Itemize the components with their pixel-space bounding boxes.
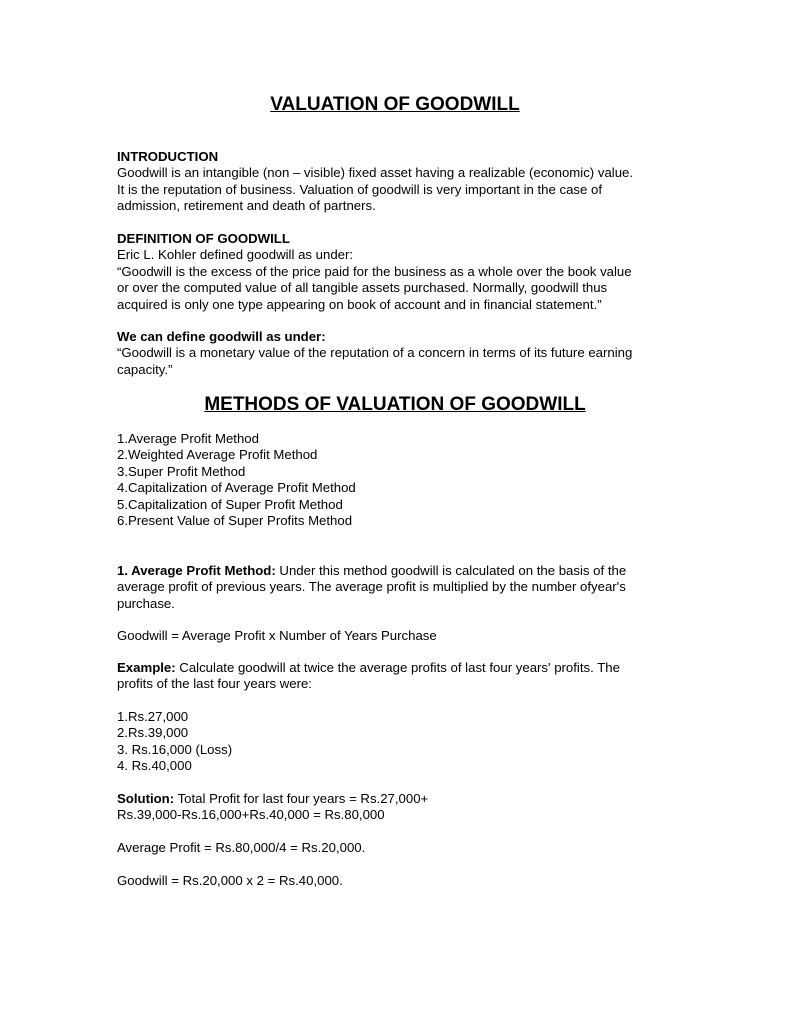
goodwill-result (117, 873, 687, 889)
define-as-under-line: “Goodwill is a monetary value of the reputation of a concern in terms of its future earning (117, 345, 633, 361)
introduction-line: Goodwill is an intangible (non – visible) fixed asset having a realizable (economic) value. (117, 165, 634, 181)
profit-item: 2.Rs.39,000 (117, 725, 189, 741)
solution-text: Total Profit for last four years = Rs.27,000+ (174, 791, 429, 806)
page-title: VALUATION OF GOODWILL (270, 94, 520, 115)
example-line: profits of the last four years were: (117, 676, 312, 692)
define-as-under-line: capacity.” (117, 361, 173, 377)
method-item: 1.Average Profit Method (117, 431, 259, 446)
solution-label: Solution: (117, 791, 175, 806)
method-item: 5.Capitalization of Super Profit Method (117, 496, 343, 512)
average-profit-line (117, 563, 687, 579)
introduction-line: admission, retirement and death of partners. (117, 198, 376, 214)
profit-item: 4. Rs.40,000 (117, 758, 192, 774)
solution-line (117, 791, 687, 807)
profit-item: 1.Rs.27,000 (117, 709, 189, 724)
formula (117, 628, 687, 644)
introduction-heading: INTRODUCTION (117, 149, 219, 164)
example-text: Calculate goodwill at twice the average profits of last four years' profits. The (175, 660, 620, 675)
definition-section (117, 231, 687, 313)
definition-line: acquired is only one type appearing on book of account and in financial statement.” (117, 296, 602, 312)
definition-line: “Goodwill is the excess of the price paid for the business as a whole over the book value (117, 263, 632, 279)
profits-list (117, 709, 687, 775)
method-item: 4.Capitalization of Average Profit Method (117, 480, 356, 496)
solution-line: Rs.39,000-Rs.16,000+Rs.40,000 = Rs.80,000 (117, 807, 385, 823)
definition-heading: DEFINITION OF GOODWILL (117, 231, 290, 246)
example-label: Example: (117, 660, 176, 675)
solution-section (117, 791, 687, 824)
average-profit-text: Under this method goodwill is calculated on the basis of the (275, 563, 627, 578)
introduction-section (117, 149, 687, 215)
define-as-under-heading: We can define goodwill as under: (117, 329, 326, 344)
goodwill-formula: Goodwill = Average Profit x Number of Years Purchase (117, 628, 437, 643)
method-item: 3.Super Profit Method (117, 463, 246, 479)
method-item: 6.Present Value of Super Profits Method (117, 513, 353, 529)
example-line (117, 660, 687, 676)
definition-line: or over the computed value of all tangible assets purchased. Normally, goodwill thus (117, 280, 608, 296)
example-section (117, 660, 687, 693)
definition-line: Eric L. Kohler defined goodwill as under: (117, 247, 354, 263)
average-profit-section (117, 563, 687, 612)
average-profit-line: average profit of previous years. The average profit is multiplied by the number ofyear's (117, 579, 626, 595)
define-as-under-section (117, 329, 687, 378)
methods-list (117, 431, 687, 529)
average-profit-line: purchase. (117, 595, 175, 611)
introduction-line: It is the reputation of business. Valuation of goodwill is very important in the case of (117, 181, 603, 197)
profit-item: 3. Rs.16,000 (Loss) (117, 741, 233, 757)
methods-title: METHODS OF VALUATION OF GOODWILL (204, 394, 586, 415)
method-item: 2.Weighted Average Profit Method (117, 447, 318, 463)
average-profit-heading: 1. Average Profit Method: (117, 563, 276, 578)
average-profit-calculation: Average Profit = Rs.80,000/4 = Rs.20,000. (117, 840, 366, 855)
goodwill-calculation: Goodwill = Rs.20,000 x 2 = Rs.40,000. (117, 873, 343, 888)
average-profit-result (117, 840, 687, 856)
